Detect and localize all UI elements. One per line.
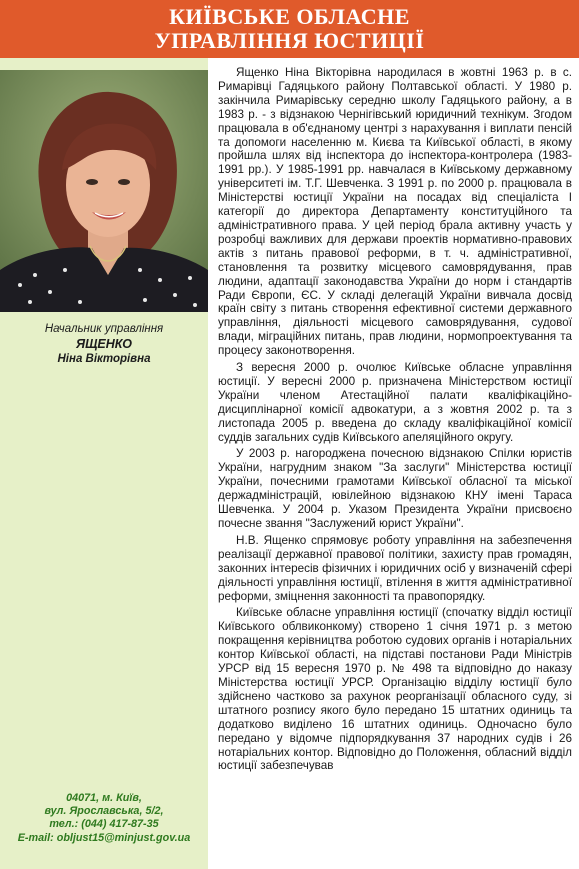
portrait-illustration xyxy=(0,70,208,312)
caption-given-names: Ніна Вікторівна xyxy=(57,353,151,365)
contact-phone: тел.: (044) 417-87-35 xyxy=(49,818,159,831)
article-paragraph: З вересня 2000 р. очолює Київське обласне управління юстиції. У вересні 2000 р. призначена Міністерством юстиції України членом Атестаційної палати кваліфікаційно-дисциплінарної комісії адвокатури, а з жовтня 2002 р. та з листопада 2005 р. введена до складу кваліфікаційної комісії суддів загальних судів Київського апеляційного округу. xyxy=(218,361,572,444)
contact-postal: 04071, м. Київ, xyxy=(66,792,142,804)
portrait-caption xyxy=(0,322,208,367)
page-header xyxy=(0,0,579,58)
article-paragraph: Київське обласне управління юстиції (спочатку відділ юстиції Київського облвиконкому) створено 1 січня 1971 р. з метою покращення керівництва роботою судових органів і нотаріальних контор Київської області, на підставі постанови Ради Міністрів УРСР від 15 вересня 1970 р. № 498 та відповідно до наказу Міністерства юстиції УРСР. Організацію відділу юстиції було здійснено частково за рахунок реорганізації обласного суду, зі штатного розпису якого було передано 15 штатних одиниць та додатково виділено 16 штатних одиниць. Одночасно було передано у відомче підпорядкування 37 народних судів і 26 нотаріальних контор. Відповідно до Положення, обласний відділ юстиції забезпечував xyxy=(218,606,572,773)
contact-email[interactable]: E-mail: obljust15@minjust.gov.ua xyxy=(17,831,191,844)
contact-block xyxy=(0,792,208,845)
header-title-line1: КИЇВСЬКЕ ОБЛАСНЕ xyxy=(169,4,410,29)
header-title-line2: УПРАВЛІННЯ ЮСТИЦІЇ xyxy=(154,28,425,53)
portrait-photo xyxy=(0,70,208,312)
article-paragraph: У 2003 р. нагороджена почесною відзнакою Спілки юристів України, нагрудним знаком "За заслуги" Міністерства юстиції України, почесними грамотами Київської обласної та міської держадміністрацій, ювілейною відзнакою КНУ імені Тараса Шевченка. У 2004 р. Указом Президента України присвоєно почесне звання "Заслужений юрист України". xyxy=(218,447,572,530)
article-body xyxy=(218,66,572,866)
article-paragraph: Н.В. Ященко спрямовує роботу управління на забезпечення реалізації державної правової політики, захисту прав громадян, законних інтересів фізичних і юридичних осіб у визначеній сфері діяльності управління юстиції, втілення в життя адміністративної реформи, зміцнення законності та правопорядку. xyxy=(218,533,572,603)
article-paragraph: Ященко Ніна Вікторівна народилася в жовтні 1963 р. в с. Римарівці Гадяцького району Полтавської області. У 1980 р. закінчила Римарівську середню школу Гадяцького району, а в 1983 р. - з відзнакою Чернігівський юридичний технікум. Згодом працювала в об'єднаному центрі з нарахування і виплати пенсій та допомоги населенню м. Києва та Київської області, в якому пройшла шлях від інспектора до інспектора-контролера (1983-1991 рр.). У 1985-1991 рр. навчалася в Київському державному університеті ім. Т.Г. Шевченка. З 1991 р. по 2000 р. працювала в Міністерстві юстиції України на посадах від спеціаліста І категорії до директора Департаменту конституційного та адміністративного права. У цей період брала активну участь у розробці важливих для держави проектів нормативно-правових актів з питань правової реформи, в т. ч. адміністративної, становлення та розвитку місцевого самоврядування, прав людини, адаптації законодавства України до норм і стандартів Ради Європи, ЄС. У складі делегацій України вивчала досвід країн світу з питань створення ефективної системи державного управління, діяльності місцевого самоврядування, судової влади, міграційних питань, прав людини, нормопроектування та процесу законотворення. xyxy=(218,66,572,358)
caption-role: Начальник управління xyxy=(44,323,164,335)
caption-surname: ЯЩЕНКО xyxy=(75,337,133,351)
contact-street: вул. Ярославська, 5/2, xyxy=(44,805,164,818)
